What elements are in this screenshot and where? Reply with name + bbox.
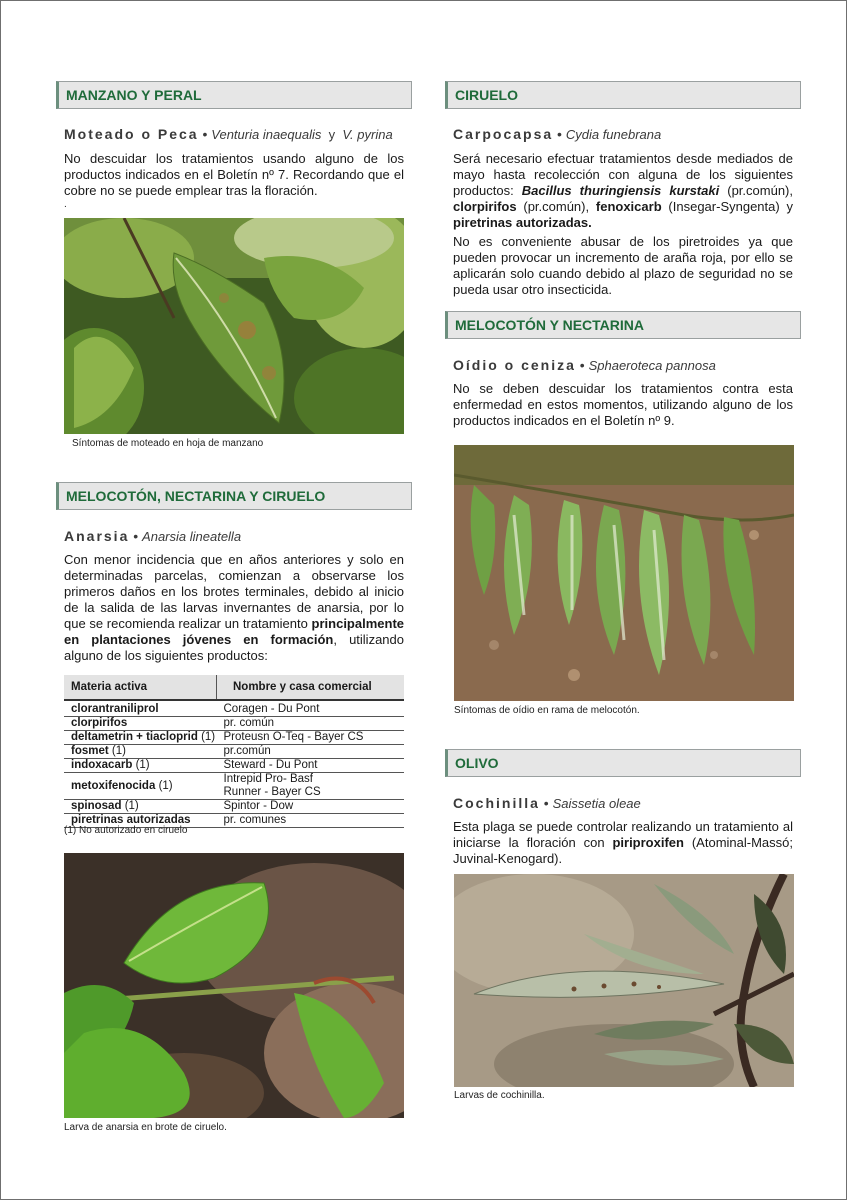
- piretroides-text: No es conveniente abusar de los piretroides ya que pueden provocar un incremento de araña roja, por ello se aplicarán solo cuando debido al plazo de seguridad no se pueda usar otro insecticida.: [453, 234, 793, 297]
- table-row: metoxifenocida (1) Intrepid Pro- Basf Runner - Bayer CS: [64, 773, 404, 800]
- section-title-manzano-peral: MANZANO Y PERAL: [56, 81, 412, 109]
- table-row: clorantraniliprol Coragen - Du Pont: [64, 700, 404, 717]
- pest-heading-carpocapsa: Carpocapsa • Cydia funebrana: [453, 126, 662, 142]
- caption-cochinilla: Larvas de cochinilla.: [454, 1090, 545, 1101]
- pest-name: Carpocapsa: [453, 126, 554, 142]
- cochinilla-text: Esta plaga se puede controlar realizando un tratamiento al iniciarse la floración con piriproxifen (Atominal-Massó; Juvinal-Kenogard).: [453, 819, 793, 866]
- pest-heading-anarsia: Anarsia • Anarsia lineatella: [64, 528, 242, 544]
- pest-heading-moteado: Moteado o Peca • Venturia inaequalis y V. pyrina: [64, 126, 393, 142]
- table-row: fosmet (1) pr.común: [64, 745, 404, 759]
- pest-name: Anarsia: [64, 528, 130, 544]
- pest-name: Oídio o ceniza: [453, 357, 576, 373]
- photo-olive-scale-larvae: [454, 874, 794, 1087]
- anarsia-text: Con menor incidencia que en años anteriores y solo en determinadas parcelas, comienzan a observarse los primeros daños en los brotes terminales, debido al inicio de la salida de las larvas invernantes de anarsia, por lo que se recomienda realizar un tratamiento principalmente en plantaciones jóvenes en formación, utilizando alguno de los siguientes productos:: [64, 552, 404, 663]
- table-footnote: (1) No autorizado en ciruelo: [64, 825, 188, 836]
- table-row: spinosad (1) Spintor - Dow: [64, 800, 404, 814]
- pest-name: Moteado o Peca: [64, 126, 199, 142]
- photo-plum-shoot-larva: [64, 853, 404, 1118]
- section-title-melocoton-nectarina-ciruelo: MELOCOTÓN, NECTARINA Y CIRUELO: [56, 482, 412, 510]
- table-row: indoxacarb (1) Steward - Du Pont: [64, 759, 404, 773]
- latin-name: Cydia funebrana: [565, 127, 662, 142]
- table-header-materia: Materia activa: [64, 675, 217, 700]
- caption-oidio: Síntomas de oídio en rama de melocotón.: [454, 705, 640, 716]
- caption-moteado: Síntomas de moteado en hoja de manzano: [72, 438, 264, 449]
- moteado-text: No descuidar los tratamientos usando alguno de los productos indicados en el Boletín nº 7. Recordando que el cobre no se puede emplear tras la floración.: [64, 151, 404, 198]
- photo-peach-branch-oidium: [454, 445, 794, 701]
- oidio-text: No se deben descuidar los tratamientos contra esta enfermedad en estos momentos, utilizando alguno de los productos indicados en el Boletín nº 9.: [453, 381, 793, 428]
- table-row: deltametrin + tiacloprid (1) Proteusn O-Teq - Bayer CS: [64, 731, 404, 745]
- table-header-nombre: Nombre y casa comercial: [217, 675, 405, 700]
- section-title-olivo: OLIVO: [445, 749, 801, 777]
- table-row: piretrinas autorizadas pr. comunes: [64, 814, 404, 828]
- latin-name: Anarsia lineatella: [142, 529, 242, 544]
- photo-apple-leaf-scab: [64, 218, 404, 434]
- latin-name: Sphaeroteca pannosa: [588, 358, 716, 373]
- latin-name: Venturia inaequalis: [211, 127, 322, 142]
- pest-name: Cochinilla: [453, 795, 540, 811]
- pest-heading-oidio: Oídio o ceniza • Sphaeroteca pannosa: [453, 357, 716, 373]
- table-row: clorpirifos pr. común: [64, 717, 404, 731]
- products-table: [64, 675, 404, 828]
- latin-name: Saissetia oleae: [552, 796, 641, 811]
- section-title-melocoton-nectarina: MELOCOTÓN Y NECTARINA: [445, 311, 801, 339]
- section-title-ciruelo: CIRUELO: [445, 81, 801, 109]
- latin-name-2: V. pyrina: [342, 127, 393, 142]
- carpocapsa-text: Será necesario efectuar tratamientos desde mediados de mayo hasta recolección con alguna de los siguientes productos: Bacillus thuringiensis kurstaki (pr.común), clorpirifos (pr.común), fenoxicarb (Insegar-Syngenta) y piretrinas autorizadas.: [453, 151, 793, 230]
- pest-heading-cochinilla: Cochinilla • Saissetia oleae: [453, 795, 641, 811]
- caption-anarsia: Larva de anarsia en brote de ciruelo.: [64, 1122, 227, 1133]
